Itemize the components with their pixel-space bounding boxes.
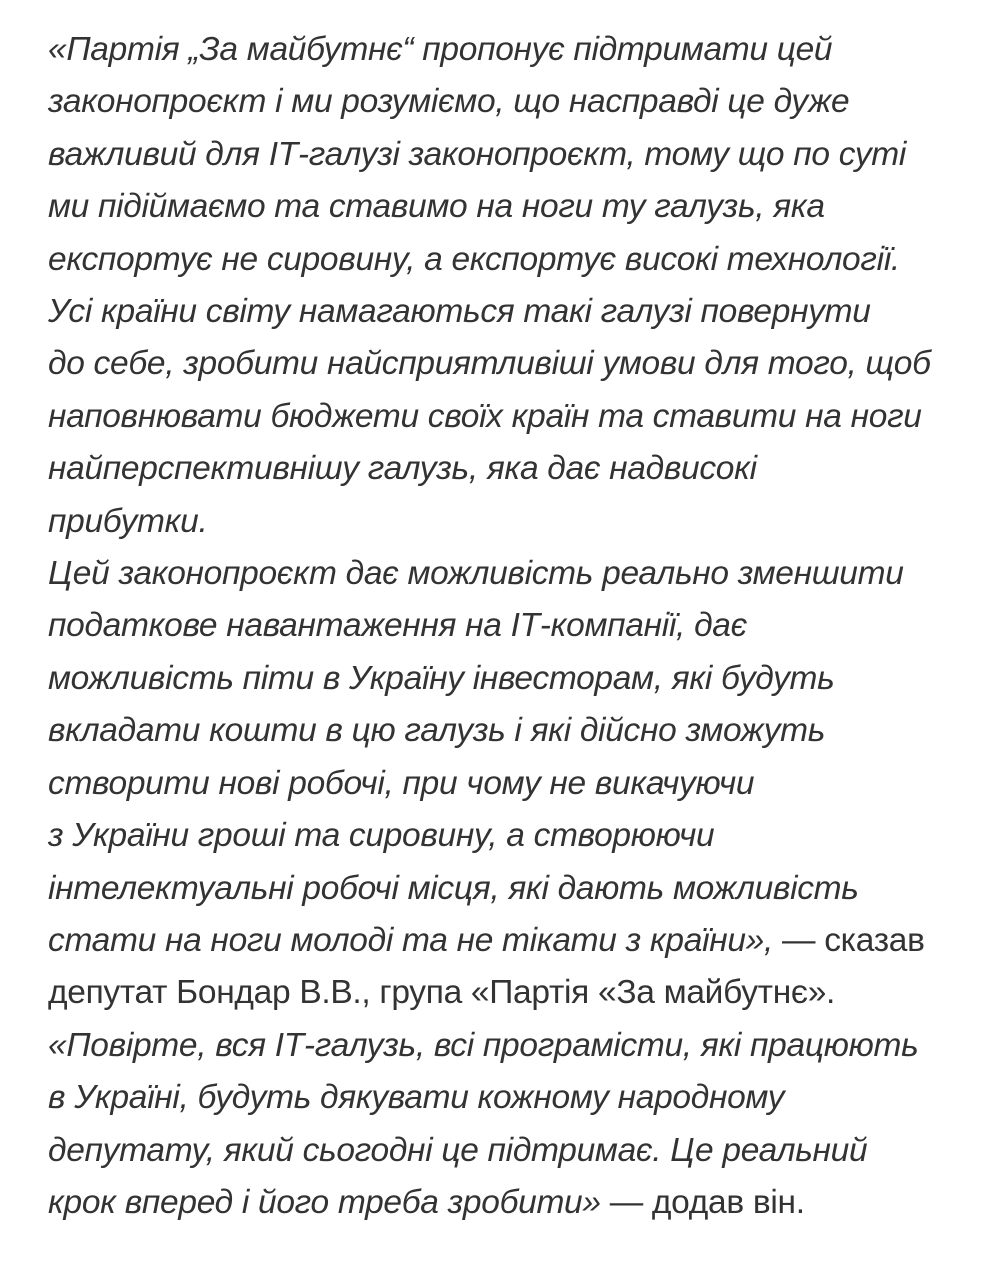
quote-line: Усі країни світу намагаються такі галузі повернути [48, 293, 871, 331]
speaker-verb: — сказав [773, 921, 925, 959]
quote-line: наповнювати бюджети своїх країн та ставити на ноги [48, 397, 922, 435]
quote-line: Цей законопроєкт дає можливість реально зменшити [48, 555, 904, 593]
quote-line: до себе, зробити найсприятливіші умови для того, щоб [48, 345, 931, 383]
quote-line: важливий для ІТ-галузі законопроєкт, тому що по суті [48, 135, 907, 173]
quote-line: податкове навантаження на ІТ-компанії, дає [48, 607, 747, 645]
quote-end-italic: крок вперед і його треба зробити» [48, 1183, 601, 1221]
quote-line: ми підіймаємо та ставимо на ноги ту галузь, яка [48, 188, 825, 226]
quote-line: можливість піти в Україну інвесторам, які будуть [48, 659, 835, 697]
quote-line: з України гроші та сировину, а створюючи [48, 817, 715, 855]
quote-line: в Україні, будуть дякувати кожному народному [48, 1079, 785, 1117]
quote-line: вкладати кошти в цю галузь і які дійсно зможуть [48, 712, 826, 750]
quote-line: «Повірте, вся ІТ-галузь, всі програмісти, які працюють [48, 1026, 919, 1064]
article-body [48, 24, 988, 1229]
quote-end-line [48, 1177, 988, 1229]
quote-line: депутату, який сьогодні це підтримає. Це реальний [48, 1131, 868, 1169]
speaker-verb: — додав він. [600, 1183, 805, 1221]
quote-line: найперспективнішу галузь, яка дає надвисокі [48, 450, 757, 488]
speaker-attribution: депутат Бондар В.В., група «Партія «За майбутнє». [48, 974, 836, 1012]
quote-end-italic: стати на ноги молоді та не тікати з країни», [48, 921, 773, 959]
quote-line: законопроєкт і ми розуміємо, що насправді це дуже [48, 83, 850, 121]
quote-end-line [48, 915, 988, 967]
quote-line: «Партія „За майбутнє“ пропонує підтримати цей [48, 31, 833, 68]
quote-line: створити нові робочі, при чому не викачуючи [48, 764, 755, 802]
quote-line: експортує не сировину, а експортує високі технології. [48, 240, 900, 278]
quote-line: інтелектуальні робочі місця, які дають можливість [48, 869, 859, 907]
quote-line: прибутки. [48, 502, 208, 540]
